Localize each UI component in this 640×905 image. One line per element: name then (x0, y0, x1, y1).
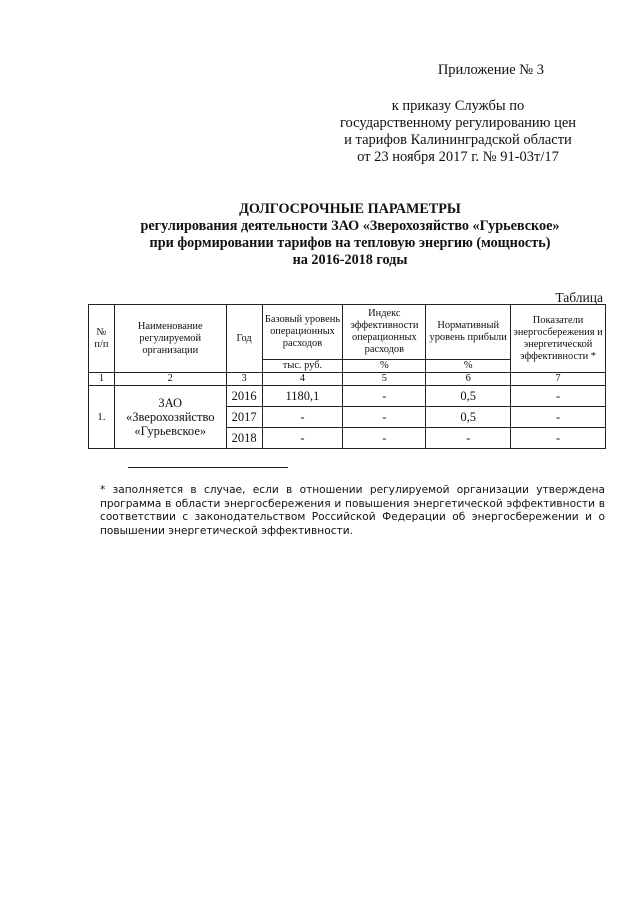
footnote-divider (128, 467, 288, 468)
title-line-2: регулирования деятельности ЗАО «Зверохозяйство «Гурьевское» (140, 218, 560, 234)
appendix-number: Приложение № 3 (437, 62, 544, 78)
col-number: 4 (262, 373, 343, 386)
header-year: Год (226, 305, 262, 373)
header-energy: Показатели энергосбережения и энергетической эффективности * (511, 305, 606, 373)
col-number: 1 (89, 373, 115, 386)
header-index: Индекс эффективности операционных расходов (343, 305, 426, 360)
parameters-table (88, 304, 606, 449)
org-name: ЗАО «Зверохозяйство «Гурьевское» (114, 386, 226, 449)
header-org: Наименование регулируемой организации (114, 305, 226, 373)
cell-index: - (343, 386, 426, 407)
cell-profit: 0,5 (426, 386, 511, 407)
document-title (70, 201, 630, 269)
header-profit: Нормативный уровень прибыли (426, 305, 511, 360)
col-number: 6 (426, 373, 511, 386)
cell-base: 1180,1 (262, 386, 343, 407)
cell-base: - (262, 407, 343, 428)
cell-energy: - (511, 386, 606, 407)
cell-energy: - (511, 407, 606, 428)
header-num: № п/п (89, 305, 115, 373)
header-row (89, 305, 606, 360)
col-number: 7 (511, 373, 606, 386)
title-line-4: на 2016-2018 годы (292, 252, 408, 268)
table-caption: Таблица (555, 290, 603, 305)
cell-energy: - (511, 428, 606, 449)
cell-index: - (343, 428, 426, 449)
appendix-reference (328, 98, 588, 166)
footnote-text: * заполняется в случае, если в отношении регулируемой организации утверждена программа в области энергосбережения и повышения энергетической эффективности в соответствии с законодательством Российской Федерации об энергосбережении и о повышении энергетической эффективности. (100, 484, 605, 537)
col-number: 5 (343, 373, 426, 386)
unit-index: % (343, 360, 426, 373)
cell-profit: 0,5 (426, 407, 511, 428)
unit-base: тыс. руб. (262, 360, 343, 373)
column-numbers-row (89, 373, 606, 386)
col-number: 2 (114, 373, 226, 386)
cell-index: - (343, 407, 426, 428)
cell-profit: - (426, 428, 511, 449)
appendix-line-1: к приказу Службы по (391, 98, 525, 114)
cell-year: 2016 (226, 386, 262, 407)
table-row (89, 386, 606, 407)
appendix-line-3: и тарифов Калининградской области (344, 132, 572, 148)
row-index: 1. (89, 386, 115, 449)
appendix-line-2: государственному регулированию цен (339, 115, 577, 131)
header-base: Базовый уровень операционных расходов (262, 305, 343, 360)
cell-year: 2018 (226, 428, 262, 449)
unit-profit: % (426, 360, 511, 373)
title-line-3: при формировании тарифов на тепловую энергию (мощность) (149, 235, 551, 251)
cell-year: 2017 (226, 407, 262, 428)
appendix-line-4: от 23 ноября 2017 г. № 91-03т/17 (357, 149, 559, 165)
col-number: 3 (226, 373, 262, 386)
title-line-1: ДОЛГОСРОЧНЫЕ ПАРАМЕТРЫ (239, 201, 461, 217)
cell-base: - (262, 428, 343, 449)
